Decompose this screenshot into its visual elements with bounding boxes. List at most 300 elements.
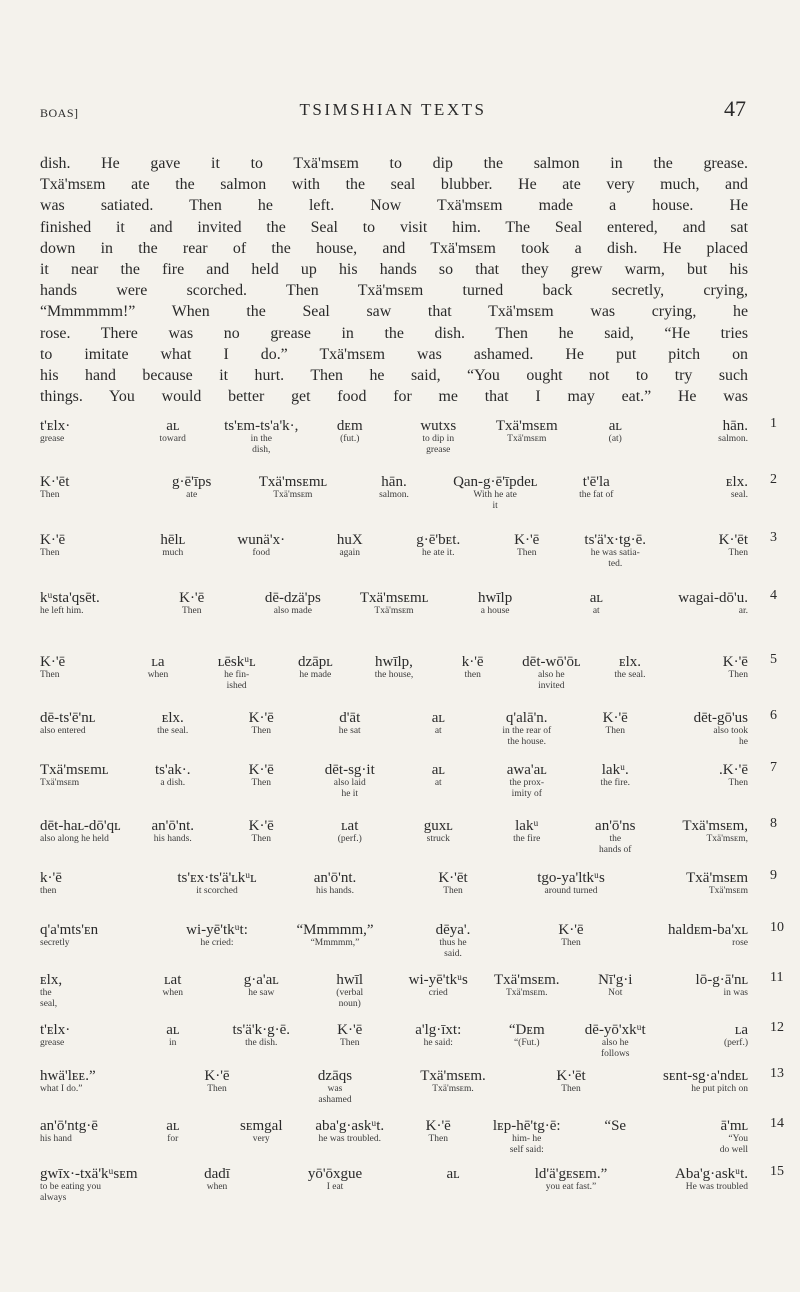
- prose-line: hands were scorched. Then Txä'msᴇm turned back secretly, crying,: [40, 282, 748, 300]
- native-word: k·'ē: [461, 654, 484, 670]
- native-word: hwīlp,: [375, 654, 413, 670]
- word-gloss-pair: [276, 1068, 394, 1105]
- native-word: q'a'mts'ᴇn: [40, 922, 99, 938]
- native-word: ld'ä'gᴇsᴇm.”: [534, 1166, 608, 1182]
- word-gloss-pair: [355, 654, 434, 681]
- english-gloss: at: [434, 778, 442, 788]
- native-word: ᴇlx,: [40, 972, 63, 988]
- english-gloss: Txä'msᴇm: [507, 434, 547, 444]
- prose-line: rose. There was no grease in the dish. Then he said, “He tries: [40, 324, 748, 342]
- english-gloss: He was troubled: [685, 1182, 748, 1192]
- english-gloss: the fire: [513, 834, 541, 844]
- word-gloss-pair: [217, 418, 306, 455]
- english-gloss: he cried:: [200, 938, 234, 948]
- native-word: dēt-gō'us: [693, 710, 748, 726]
- running-title: TSIMSHIAN TEXTS: [299, 100, 487, 119]
- native-word: K·'ē: [337, 1022, 363, 1038]
- word-gloss-pair: [40, 762, 129, 789]
- word-gloss-pair: [40, 922, 158, 949]
- native-word: an'ō'ntg·ē: [40, 1118, 98, 1134]
- word-gloss-pair: [343, 474, 444, 501]
- native-word: tgo-ya'ltkᵘs: [537, 870, 605, 886]
- native-word: haldᴇm-ba'xʟ: [668, 922, 748, 938]
- word-gloss-pair: [571, 1118, 660, 1134]
- word-gloss-pair: [630, 1166, 748, 1193]
- native-word: dzāpʟ: [297, 654, 333, 670]
- english-gloss: the house,: [374, 670, 414, 680]
- line-number: 6: [770, 708, 777, 723]
- native-word: Txä'msᴇm,: [682, 818, 748, 834]
- word-gloss-pair: [660, 418, 749, 445]
- english-gloss: it scorched: [196, 886, 238, 896]
- english-gloss: Then: [728, 778, 748, 788]
- word-gloss-pair: [40, 532, 129, 559]
- native-word: Txä'msᴇm.: [493, 972, 560, 988]
- native-word: wunä'x·: [237, 532, 286, 548]
- native-word: hān.: [381, 474, 407, 490]
- word-gloss-pair: [660, 1022, 749, 1049]
- native-word: K·'ē: [425, 1118, 451, 1134]
- english-gloss: the seal,: [40, 988, 58, 1009]
- native-word: an'ō'ns: [595, 818, 636, 834]
- native-word: dēt-wō'ōʟ: [522, 654, 581, 670]
- english-gloss: Then: [251, 834, 272, 844]
- word-gloss-pair: [647, 590, 748, 617]
- word-gloss-pair: [306, 818, 395, 845]
- word-gloss-pair: [483, 818, 572, 845]
- word-gloss-pair: [394, 870, 512, 897]
- native-word: g·ē'īps: [172, 474, 212, 490]
- native-word: an'ō'nt.: [151, 818, 194, 834]
- prose-line: finished it and invited the Seal to visit him. The Seal entered, and sat: [40, 218, 748, 236]
- word-gloss-pair: [660, 1118, 749, 1155]
- native-word: q'alā'n.: [505, 710, 548, 726]
- line-number: 11: [770, 970, 784, 985]
- word-gloss-pair: [660, 972, 749, 999]
- english-gloss: “You do well: [719, 1134, 748, 1155]
- word-gloss-pair: [433, 654, 512, 681]
- prose-line: “Mmmmmm!” When the Seal saw that Txä'msᴇm was crying, he: [40, 303, 748, 321]
- native-word: K·'ēt: [718, 532, 748, 548]
- word-gloss-pair: [276, 654, 355, 681]
- english-gloss: Txä'msᴇm: [374, 606, 414, 616]
- word-gloss-pair: [158, 1068, 276, 1095]
- native-word: wi-yē'tkᵘt:: [186, 922, 248, 938]
- native-word: huX: [336, 532, 363, 548]
- word-gloss-pair: [445, 474, 546, 511]
- native-word: aʟ: [431, 710, 445, 726]
- english-gloss: his hands.: [153, 834, 192, 844]
- word-gloss-pair: [394, 972, 483, 999]
- line-number: 7: [770, 760, 777, 775]
- native-word: k·'ē: [40, 870, 62, 886]
- english-gloss: (perf.): [724, 1038, 748, 1048]
- native-word: hwä'lᴇᴇ.”: [40, 1068, 96, 1084]
- line-number: 4: [770, 588, 777, 603]
- english-gloss: ar.: [738, 606, 748, 616]
- page-number: 47: [724, 96, 746, 121]
- native-word: t'ᴇlx·: [40, 418, 71, 434]
- english-gloss: when: [162, 988, 184, 998]
- english-gloss: (fut.): [340, 434, 360, 444]
- word-gloss-pair: [217, 532, 306, 559]
- native-word: K·'ē: [204, 1068, 230, 1084]
- prose-line: his hand because it hurt. Then he said, “You ought not to try such: [40, 367, 748, 385]
- word-gloss-pair: [512, 922, 630, 949]
- native-word: aʟ: [166, 1118, 180, 1134]
- prose-line: was satiated. Then he left. Now Txä'msᴇm made a house. He: [40, 197, 748, 215]
- native-word: wi-yē'tkᵘs: [408, 972, 468, 988]
- word-gloss-pair: [40, 972, 129, 1009]
- english-gloss: (verbal noun): [336, 988, 364, 1009]
- native-word: Qan-g·ē'īpdeʟ: [453, 474, 538, 490]
- word-gloss-pair: [394, 922, 512, 959]
- word-gloss-pair: [276, 1166, 394, 1193]
- word-gloss-pair: [394, 710, 483, 737]
- native-word: d'āt: [339, 710, 361, 726]
- english-gloss: “Mmmmm,”: [310, 938, 360, 948]
- prose-line: dish. He gave it to Txä'msᴇm to dip the salmon in the grease.: [40, 155, 748, 172]
- prose-line: it near the fire and held up his hands so that they grew warm, but his: [40, 261, 748, 279]
- english-gloss: Then: [181, 606, 202, 616]
- native-word: t'ᴇlx·: [40, 1022, 71, 1038]
- english-gloss: in the dish,: [250, 434, 272, 455]
- word-gloss-pair: [660, 710, 749, 747]
- english-gloss: very: [252, 1134, 270, 1144]
- word-gloss-pair: [591, 654, 670, 681]
- native-word: wagai-dō'u.: [678, 590, 748, 606]
- word-gloss-pair: [394, 1022, 483, 1049]
- word-gloss-pair: [669, 654, 748, 681]
- native-word: ʟat: [164, 972, 182, 988]
- english-gloss: “(Fut.): [513, 1038, 540, 1048]
- word-gloss-pair: [394, 762, 483, 789]
- english-gloss: Then: [40, 670, 60, 680]
- word-gloss-pair: [40, 418, 129, 445]
- english-gloss: also laid he it: [333, 778, 366, 799]
- word-gloss-pair: [129, 418, 218, 445]
- word-gloss-pair: [306, 1022, 395, 1049]
- english-gloss: the fat of: [579, 490, 614, 500]
- english-gloss: also he follows: [601, 1038, 630, 1059]
- english-gloss: struck: [426, 834, 450, 844]
- native-word: .K·'ē: [719, 762, 748, 778]
- word-gloss-pair: [129, 1118, 218, 1145]
- native-word: dᴇm: [336, 418, 363, 434]
- english-gloss: Then: [251, 778, 272, 788]
- english-gloss: salmon.: [718, 434, 748, 444]
- english-gloss: at: [434, 726, 442, 736]
- english-gloss: Then: [605, 726, 626, 736]
- native-word: “Se: [604, 1118, 627, 1134]
- native-word: g·ē'bᴇt.: [416, 532, 461, 548]
- word-gloss-pair: [306, 972, 395, 1009]
- english-gloss: he sat: [338, 726, 361, 736]
- english-gloss: in was: [723, 988, 748, 998]
- native-word: K·'ē: [40, 654, 66, 670]
- english-gloss: the hands of: [599, 834, 632, 855]
- word-gloss-pair: [571, 710, 660, 737]
- english-gloss: then: [464, 670, 481, 680]
- native-word: an'ō'nt.: [313, 870, 357, 886]
- line-number: 14: [770, 1116, 784, 1131]
- native-word: Txä'msᴇm: [495, 418, 558, 434]
- word-gloss-pair: [512, 1068, 630, 1095]
- word-gloss-pair: [129, 1022, 218, 1049]
- native-word: K·'ē: [248, 818, 274, 834]
- native-word: ʟēskᵘʟ: [217, 654, 256, 670]
- english-gloss: Then: [561, 938, 581, 948]
- english-gloss: he was troubled.: [318, 1134, 382, 1144]
- word-gloss-pair: [343, 590, 444, 617]
- native-word: sᴇmgal: [240, 1118, 283, 1134]
- word-gloss-pair: [571, 972, 660, 999]
- english-gloss: in: [169, 1038, 177, 1048]
- native-word: wutxs: [420, 418, 457, 434]
- english-gloss: also he invited: [538, 670, 565, 691]
- word-gloss-pair: [306, 710, 395, 737]
- english-gloss: also entered: [40, 726, 86, 736]
- native-word: ts'ak·.: [154, 762, 191, 778]
- english-gloss: the seal.: [614, 670, 646, 680]
- word-gloss-pair: [276, 922, 394, 949]
- native-word: dē-ts'ē'nʟ: [40, 710, 96, 726]
- word-gloss-pair: [40, 1118, 129, 1145]
- word-gloss-pair: [158, 922, 276, 949]
- word-gloss-pair: [394, 1118, 483, 1145]
- english-gloss: grease: [40, 434, 65, 444]
- english-gloss: for: [167, 1134, 179, 1144]
- english-gloss: he saw: [248, 988, 275, 998]
- english-gloss: the dish.: [245, 1038, 278, 1048]
- english-gloss: around turned: [544, 886, 598, 896]
- english-gloss: his hands.: [316, 886, 354, 896]
- native-word: gwīx·-txä'kᵘsᴇm: [40, 1166, 138, 1182]
- english-gloss: toward: [159, 434, 186, 444]
- english-gloss: seal.: [730, 490, 748, 500]
- word-gloss-pair: [483, 1022, 572, 1049]
- native-word: hwīl: [336, 972, 364, 988]
- native-word: ᴇlx.: [161, 710, 184, 726]
- english-gloss: Then: [728, 670, 748, 680]
- native-word: lakᵘ.: [601, 762, 629, 778]
- english-gloss: Then: [40, 490, 60, 500]
- word-gloss-pair: [571, 762, 660, 789]
- prose-line: things. You would better get food for me that I may eat.” He was: [40, 388, 748, 406]
- english-gloss: Txä'msᴇm: [273, 490, 313, 500]
- native-word: aʟ: [446, 1166, 460, 1182]
- word-gloss-pair: [445, 590, 546, 617]
- native-word: lō-g·ā'nʟ: [695, 972, 748, 988]
- word-gloss-pair: [217, 710, 306, 737]
- native-word: aʟ: [166, 418, 180, 434]
- english-gloss: salmon.: [379, 490, 409, 500]
- native-word: yō'ōxgue: [307, 1166, 363, 1182]
- word-gloss-pair: [40, 590, 141, 617]
- native-word: sᴇnt-sg·a'ndᴇʟ: [663, 1068, 748, 1084]
- prose-line: Txä'msᴇm ate the salmon with the seal blubber. He ate very much, and: [40, 176, 748, 194]
- english-gloss: ate: [186, 490, 198, 500]
- native-word: hwīlp: [478, 590, 513, 606]
- word-gloss-pair: [129, 762, 218, 789]
- line-number: 13: [770, 1066, 784, 1081]
- word-gloss-pair: [483, 1118, 572, 1155]
- word-gloss-pair: [306, 532, 395, 559]
- native-word: ᴇlx.: [618, 654, 642, 670]
- word-gloss-pair: [40, 1022, 129, 1049]
- word-gloss-pair: [40, 474, 141, 501]
- english-gloss: Txä'msᴇm: [708, 886, 748, 896]
- word-gloss-pair: [158, 1166, 276, 1193]
- line-number: 9: [770, 868, 777, 883]
- english-gloss: to dip in grease: [422, 434, 455, 455]
- native-word: Aba'g·askᵘt.: [674, 1166, 748, 1182]
- native-word: K·'ēt: [40, 474, 70, 490]
- word-gloss-pair: [546, 590, 647, 617]
- native-word: ᴇlx.: [725, 474, 748, 490]
- english-gloss: his hand: [40, 1134, 72, 1144]
- word-gloss-pair: [217, 1118, 306, 1145]
- line-number: 10: [770, 920, 784, 935]
- word-gloss-pair: [40, 654, 119, 681]
- word-gloss-pair: [571, 532, 660, 569]
- english-gloss: when: [147, 670, 169, 680]
- word-gloss-pair: [40, 1068, 158, 1095]
- native-word: ts'ä'x·tg·ē.: [584, 532, 647, 548]
- native-word: K·'ē: [558, 922, 584, 938]
- word-gloss-pair: [394, 818, 483, 845]
- prose-line: down in the rear of the house, and Txä'msᴇm took a dish. He placed: [40, 239, 748, 257]
- english-gloss: much: [162, 548, 184, 558]
- word-gloss-pair: [129, 532, 218, 559]
- native-word: ts'ᴇx·ts'ä'ʟkᵘʟ: [177, 870, 257, 886]
- native-word: K·'ē: [179, 590, 205, 606]
- english-gloss: Then: [207, 1084, 227, 1094]
- word-gloss-pair: [512, 870, 630, 897]
- english-gloss: Txä'msᴇm,: [706, 834, 748, 844]
- english-gloss: also made: [273, 606, 312, 616]
- english-gloss: Txä'msᴇm.: [505, 988, 548, 998]
- native-word: Txä'msᴇmʟ: [359, 590, 429, 606]
- english-gloss: Txä'msᴇm: [40, 778, 80, 788]
- native-word: K·'ē: [602, 710, 628, 726]
- native-word: K·'ē: [40, 532, 66, 548]
- word-gloss-pair: [119, 654, 198, 681]
- english-gloss: a dish.: [160, 778, 186, 788]
- native-word: dēt-haʟ-dō'qʟ: [40, 818, 121, 834]
- word-gloss-pair: [394, 418, 483, 455]
- word-gloss-pair: [394, 1068, 512, 1095]
- line-number: 2: [770, 472, 777, 487]
- word-gloss-pair: [217, 1022, 306, 1049]
- native-word: hān.: [722, 418, 748, 434]
- word-gloss-pair: [306, 1118, 395, 1145]
- native-word: K·'ēt: [438, 870, 468, 886]
- word-gloss-pair: [571, 818, 660, 855]
- english-gloss: also along he held: [40, 834, 109, 844]
- english-gloss: Then: [728, 548, 748, 558]
- native-word: K·'ē: [248, 762, 274, 778]
- word-gloss-pair: [571, 418, 660, 445]
- word-gloss-pair: [483, 762, 572, 799]
- word-gloss-pair: [141, 474, 242, 501]
- native-word: aʟ: [589, 590, 603, 606]
- native-word: “Mmmmm,”: [296, 922, 374, 938]
- word-gloss-pair: [647, 474, 748, 501]
- word-gloss-pair: [40, 870, 158, 897]
- word-gloss-pair: [630, 922, 748, 949]
- word-gloss-pair: [660, 532, 749, 559]
- english-gloss: when: [206, 1182, 228, 1192]
- prose-line: to imitate what I do.” Txä'msᴇm was ashamed. He put pitch on: [40, 345, 748, 363]
- word-gloss-pair: [630, 870, 748, 897]
- english-gloss: again: [339, 548, 361, 558]
- word-gloss-pair: [242, 590, 343, 617]
- word-gloss-pair: [394, 532, 483, 559]
- line-number: 15: [770, 1164, 784, 1179]
- line-number: 12: [770, 1020, 784, 1035]
- native-word: aʟ: [431, 762, 445, 778]
- translation-paragraph: [40, 153, 748, 407]
- english-gloss: he ate it.: [422, 548, 455, 558]
- word-gloss-pair: [483, 972, 572, 999]
- word-gloss-pair: [306, 418, 395, 445]
- word-gloss-pair: [40, 710, 129, 737]
- english-gloss: he made: [299, 670, 332, 680]
- english-gloss: Txä'msᴇm.: [432, 1084, 474, 1094]
- english-gloss: Then: [339, 1038, 360, 1048]
- native-word: dadī: [204, 1166, 230, 1182]
- english-gloss: what I do.”: [40, 1084, 83, 1094]
- word-gloss-pair: [40, 1166, 158, 1203]
- english-gloss: the fire.: [600, 778, 631, 788]
- native-word: Txä'msᴇm.: [420, 1068, 486, 1084]
- native-word: K·'ēt: [556, 1068, 586, 1084]
- native-word: ts'ä'k·g·ē.: [232, 1022, 290, 1038]
- word-gloss-pair: [512, 1166, 630, 1193]
- word-gloss-pair: [483, 532, 572, 559]
- english-gloss: him- he self said:: [509, 1134, 544, 1155]
- native-word: K·'ē: [722, 654, 748, 670]
- word-gloss-pair: [158, 870, 276, 897]
- native-word: a'lg·īxt:: [415, 1022, 462, 1038]
- english-gloss: thus he said.: [439, 938, 467, 959]
- native-word: t'ē'la: [582, 474, 610, 490]
- english-gloss: he left him.: [40, 606, 84, 616]
- english-gloss: (at): [608, 434, 622, 444]
- word-gloss-pair: [394, 1166, 512, 1182]
- native-word: dē-yō'xkᵘt: [584, 1022, 646, 1038]
- word-gloss-pair: [660, 762, 749, 789]
- word-gloss-pair: [129, 818, 218, 845]
- word-gloss-pair: [483, 710, 572, 747]
- english-gloss: then: [40, 886, 57, 896]
- word-gloss-pair: [217, 762, 306, 789]
- word-gloss-pair: [129, 972, 218, 999]
- native-word: Txä'msᴇm: [686, 870, 748, 886]
- native-word: awa'aʟ: [506, 762, 547, 778]
- native-word: kᵘsta'qsēt.: [40, 590, 100, 606]
- native-word: K·'ē: [248, 710, 274, 726]
- english-gloss: he put pitch on: [691, 1084, 748, 1094]
- native-word: ʟa: [151, 654, 165, 670]
- word-gloss-pair: [40, 818, 129, 845]
- native-word: dē-dzä'ps: [264, 590, 321, 606]
- english-gloss: With he ate it: [473, 490, 517, 511]
- native-word: ts'ᴇm-ts'a'k·,: [224, 418, 299, 434]
- english-gloss: Then: [428, 1134, 449, 1144]
- english-gloss: Then: [516, 548, 537, 558]
